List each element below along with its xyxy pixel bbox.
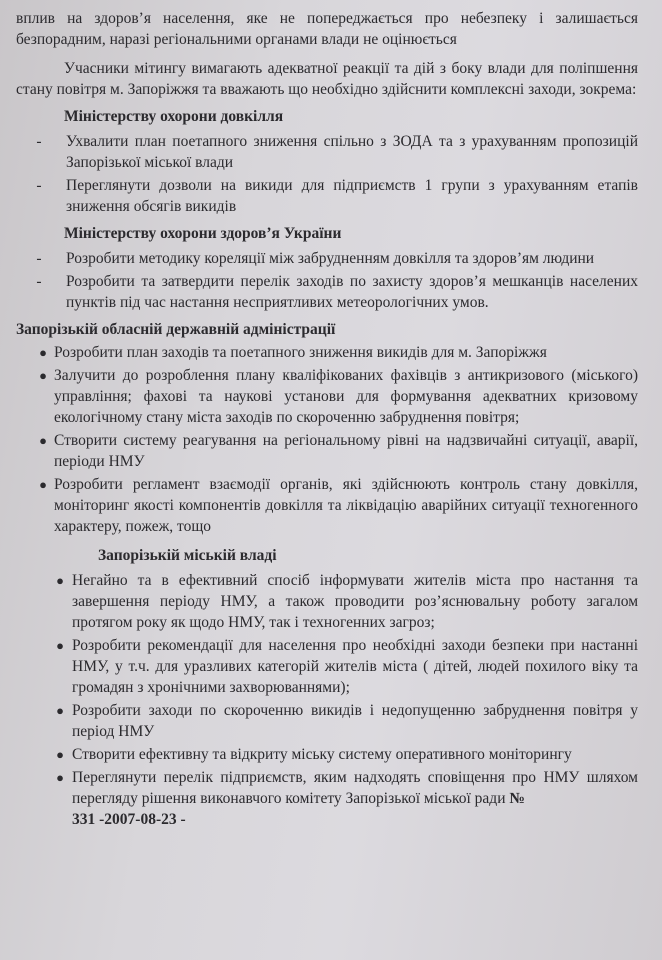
list-item-text: Розробити заходи по скороченню викидів і недопущенню забруднення повітря у період НМУ (72, 702, 638, 740)
list-item (48, 635, 638, 698)
bullet-marker: ● (56, 747, 64, 762)
intro-line-2: безпорадним, наразі регіональними органами влади не оцінюється (16, 31, 457, 48)
list-item-text: Розробити методику кореляції між забрудненням довкілля та здоров’ям людини (66, 250, 595, 267)
bullet-marker: ● (56, 573, 64, 588)
list-item-text: Розробити план заходів та поетапного зниження викидів для м. Запоріжжя (54, 344, 547, 361)
section-city-authorities (16, 545, 638, 830)
dash-marker: - (36, 133, 42, 150)
list-item-text: Негайно та в ефективний спосіб інформувати жителів міста про настання та завершення періоду НМУ, а також проводити роз’яснювальну роботу загалом протягом року як щодо НМУ, так і техногенних загроз; (72, 572, 638, 631)
section-ministry-environment (16, 106, 638, 217)
list-item (48, 700, 638, 742)
list-item-text (72, 767, 638, 830)
heading-regional-administration: Запорізькій обласній державній адміністрації (16, 321, 336, 338)
section-regional-administration (16, 319, 638, 537)
list-item-text: Створити ефективну та відкриту міську систему оперативного моніторингу (72, 746, 572, 763)
demand-paragraph: Учасники мітингу вимагають адекватної реакції та дій з боку влади для поліпшення стану повітря м. Запоріжжя та вважають що необхідно здійснити комплексні заходи, зокрема: (16, 60, 638, 98)
bullet-marker: ● (56, 638, 64, 653)
list-item (16, 175, 638, 217)
list-item (48, 744, 638, 765)
list-item (48, 570, 638, 633)
dash-marker: - (36, 177, 42, 194)
dash-marker: - (36, 250, 42, 267)
heading-city-authorities: Запорізькій міській владі (98, 547, 277, 564)
list-item-text: Створити систему реагування на регіональному рівні на надзвичайні ситуації, аварії, періоди НМУ (54, 432, 638, 470)
list-item (32, 430, 638, 472)
bullet-marker: ● (39, 345, 47, 360)
list-item-text: Розробити рекомендації для населення про необхідні заходи безпеки при настанні НМУ, у т.ч. для уразливих категорій жителів міста ( дітей, людей похилого віку та громадян з хронічними захворюваннями); (72, 637, 638, 696)
heading-ministry-environment: Міністерству охорони довкілля (64, 108, 284, 125)
bullet-marker: ● (56, 703, 64, 718)
list-item-text: Розробити та затвердити перелік заходів по захисту здоров’я мешканців населених пунктів під час настання несприятливих метеорологічних умов. (66, 273, 638, 311)
list-item-text: Розробити регламент взаємодії органів, які здійснюють контроль стану довкілля, моніторинг якості компонентів довкілля та ліквідацію аварійних ситуації техногенного характеру, пожеж, тощо (54, 476, 638, 535)
list-item (16, 248, 638, 269)
bullet-marker: ● (56, 770, 64, 785)
bullet-marker: ● (39, 368, 47, 383)
bullet-marker: ● (39, 433, 47, 448)
list-item (32, 365, 638, 428)
list-item (16, 131, 638, 173)
section-ministry-health (16, 223, 638, 313)
bullet-marker: ● (39, 477, 47, 492)
decision-number: 331 -2007-08-23 - (72, 811, 186, 828)
list-item-text: Переглянути дозволи на викиди для підприємств 1 групи з урахуванням етапів зниження обсягів викидів (66, 177, 638, 215)
list-item-text: Ухвалити план поетапного зниження спільно з ЗОДА та з урахуванням пропозицій Запорізької міської влади (66, 133, 638, 171)
intro-line-1: вплив на здоров’я населення, яке не попереджається про небезпеку і залишається (16, 10, 638, 27)
list-item-text: Залучити до розроблення плану кваліфікованих фахівців з антикризового (міського) управління; фахові та наукові установи для формування адекватних кризовому екологічному стану міста заходів по скороченню забруднення повітря; (54, 367, 638, 426)
heading-ministry-health: Міністерству охорони здоров’я України (64, 225, 342, 242)
list-item (48, 767, 638, 830)
list-item (32, 474, 638, 537)
decision-number-sign: № (509, 790, 525, 807)
list-item (16, 271, 638, 313)
list-item (32, 342, 638, 363)
dash-marker: - (36, 273, 42, 290)
list-item-text-main: Переглянути перелік підприємств, яким надходять сповіщення про НМУ шляхом перегляду рішення виконавчого комітету Запорізької міської ради (72, 769, 638, 807)
